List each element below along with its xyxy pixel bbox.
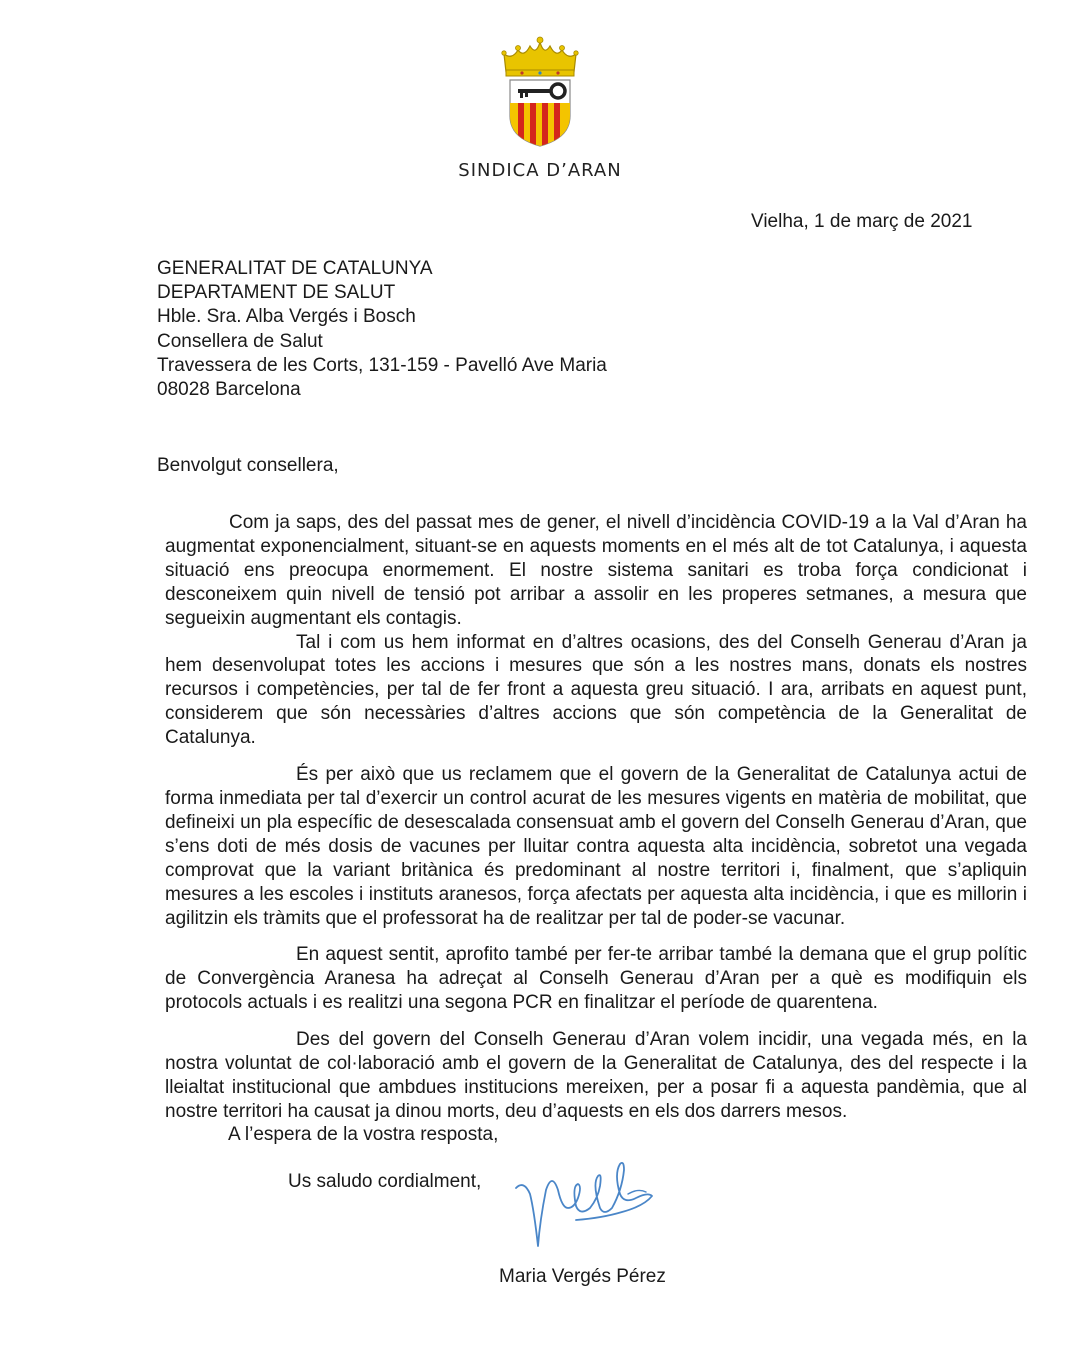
recipient-address (157, 257, 607, 402)
address-line: Consellera de Salut (157, 330, 323, 352)
letter-body (165, 511, 1027, 1137)
crown-icon (502, 37, 578, 76)
organization-name: SINDICA D’ARAN (458, 160, 622, 181)
address-line: Hble. Sra. Alba Vergés i Bosch (157, 306, 416, 328)
address-line: Travessera de les Corts, 131-159 - Pavelló Ave Maria (157, 354, 607, 376)
closing-line: A l’espera de la vostra resposta, (228, 1124, 499, 1145)
address-line: 08028 Barcelona (157, 379, 301, 401)
body-paragraph: En aquest sentit, aprofito també per fer-te arribar també la demana que el grup polític de Convergència Aranesa ha adreçat al Conselh Generau d’Aran per a què es modifiquin els protocols actuals i es realitzi una segona PCR en finalitzar el període de quarentena. (165, 944, 1027, 1014)
body-paragraph: Tal i com us hem informat en d’altres ocasions, des del Conselh Generau d’Aran ja hem desenvolupat totes les accions i mesures que són a les nostres mans, donats els nostres recursos i competències, per tal de fer front a aquesta greu situació. I ara, arribats en aquest punt, considerem que són necessàries d’altres accions que són competència de la Generalitat de Catalunya. (165, 631, 1027, 749)
body-paragraph: És per això que us reclamem que el govern de la Generalitat de Catalunya actui de forma inmediata per tal d’exercir un control acurat de les mesures vigents en matèria de mobilitat, que defineixi un pla específic de desescalada consensuat amb el govern del Conselh Generau d’Aran, que s’ens doti de més dosis de vacunes per lluitar contra aquesta alta incidència, sobretot una vegada comprovat que la variant britànica és predominant al nostre territori i, finalment, que s’apliquin mesures a les escoles i instituts aranesos, força afectats per aquesta alta incidència, i que es millorin i agilitzin els tràmits que el professorat ha de realitzar per tal de poder-se vacunar. (165, 764, 1027, 929)
handwritten-signature (512, 1150, 662, 1255)
signer-name: Maria Vergés Pérez (499, 1266, 666, 1287)
date-line: Vielha, 1 de març de 2021 (751, 211, 973, 232)
address-line: GENERALITAT DE CATALUNYA (157, 258, 433, 279)
salutation: Us saludo cordialment, (288, 1171, 482, 1192)
greeting: Benvolgut consellera, (157, 455, 339, 476)
body-paragraph: Com ja saps, des del passat mes de gener, el nivell d’incidència COVID-19 a la Val d’Aran ha augmentat exponencialment, situant-se en aquests moments en el més alt de tot Catalunya, i aquesta situació ens preocupa enormement. El nostre sistema sanitari es troba força condicionat i desconeixem quin nivell de tensió pot arribar a assolir en les properes setmanes, a mesura que segueixin augmentant els contagis. (165, 512, 1027, 629)
shield-icon (510, 80, 570, 148)
body-paragraph: Des del govern del Conselh Generau d’Aran volem incidir, una vegada més, en la nostra voluntat de col·laboració amb el govern de la Generalitat de Catalunya, des del respecte i la lleialtat institucional que ambdues institucions mereixen, per a posar fi a aquesta pandèmia, que al nostre territori ha causat ja dinou morts, deu d’aquests en els dos darrers mesos. (165, 1029, 1027, 1122)
address-line: DEPARTAMENT DE SALUT (157, 282, 396, 304)
coat-of-arms-logo (500, 36, 580, 148)
